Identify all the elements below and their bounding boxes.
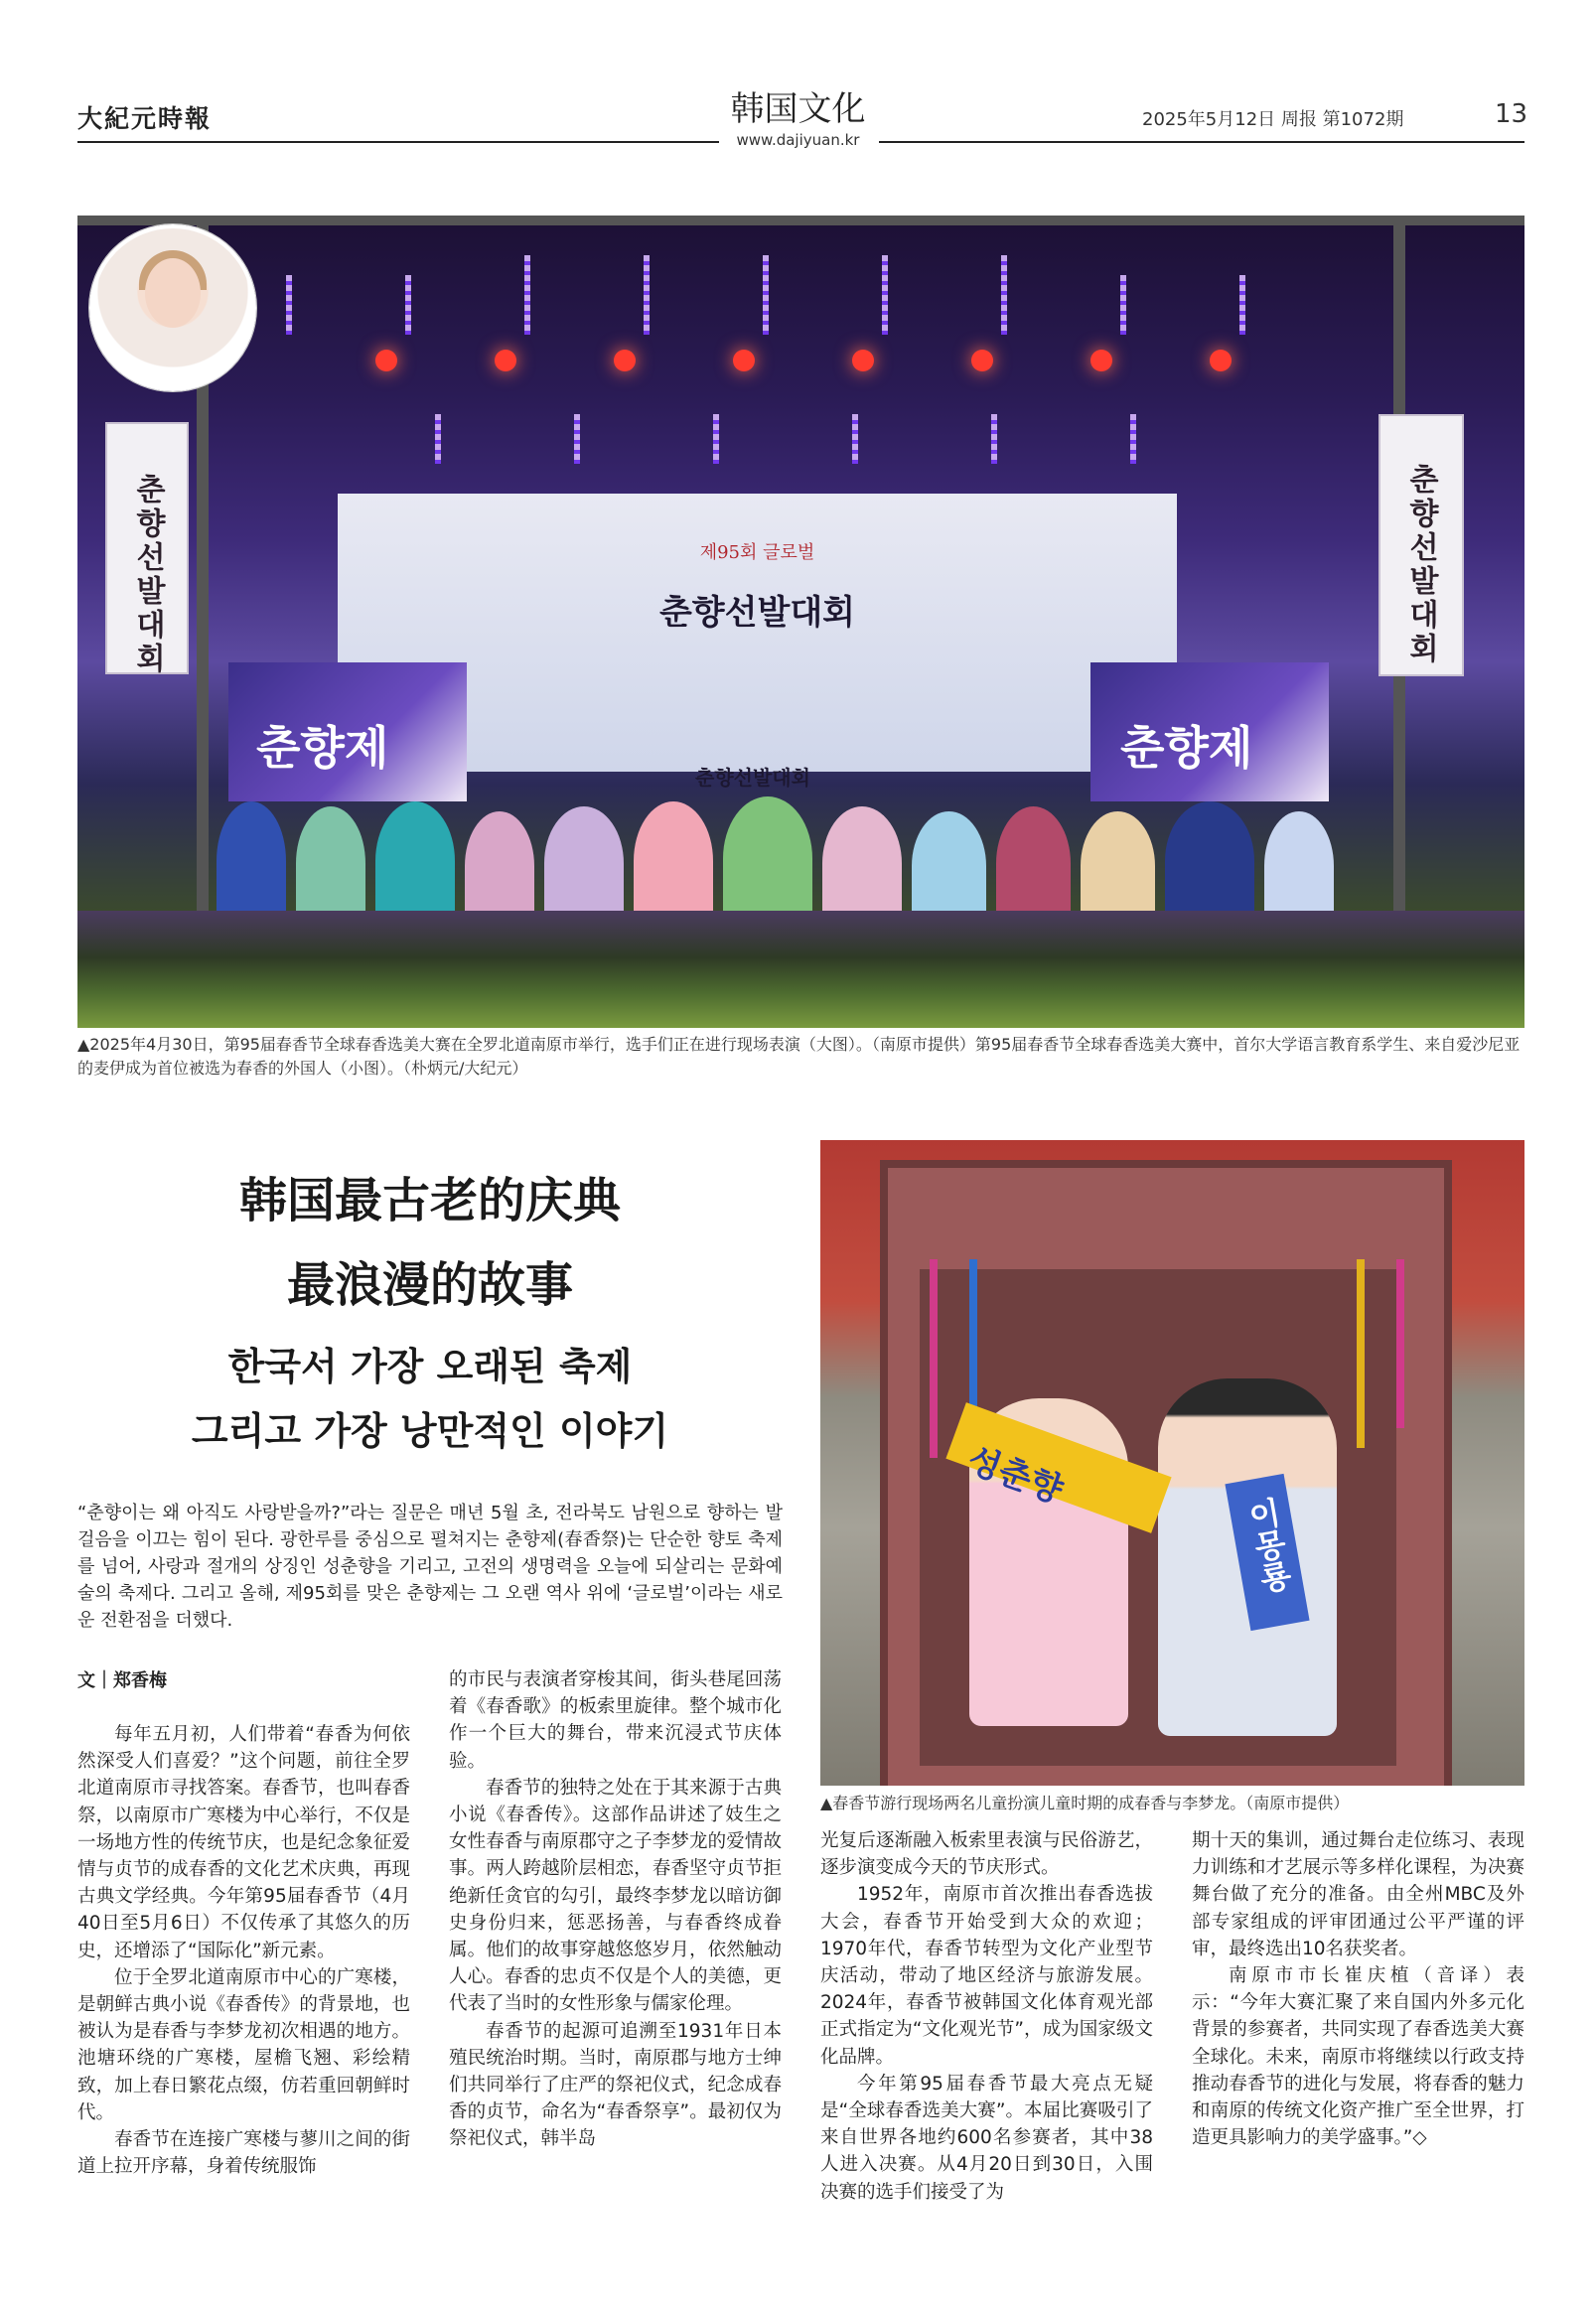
stage-spotlight <box>1210 350 1232 371</box>
performer <box>544 806 624 921</box>
paragraph: 期十天的集训，通过舞台走位练习、表现力训练和才艺展示等多样化课程，为决赛舞台做了充分的准备。由全州MBC及外部专家组成的评审团通过公平严谨的评审，最终选出10名获奖者。 <box>1192 1830 1524 1959</box>
sash-blue-text: 이몽룡 <box>1240 1495 1296 1596</box>
light-bar <box>644 255 650 335</box>
korean-lead-paragraph: “춘향이는 왜 아직도 사랑받을까?”라는 질문은 매년 5월 초, 전라북도 남원으로 향하는 발걸음을 이끄는 힘이 된다. 광한루를 중심으로 펼쳐지는 춘향제(春香祭)는 단순한 향토 축제를 넘어, 사랑과 절개의 상징인 성춘향을 기리고, 고전의 생명력을 오늘에 되살리는 문화예술의 축제다. 그리고 올해, 제95회를 맞은 춘향제는 그 오랜 역사 위에 ‘글로벌’이라는 새로운 전환점을 더했다. <box>77 1503 783 1631</box>
performer <box>912 811 986 921</box>
sash-yellow-text: 성춘향 <box>961 1440 1069 1512</box>
page-number: 13 <box>1495 99 1528 129</box>
performer <box>634 801 713 921</box>
screen-subtitle: 제95회 글로벌 <box>699 542 815 563</box>
light-bar <box>1001 255 1007 335</box>
light-bar <box>286 275 292 335</box>
header-rule-left <box>77 141 719 143</box>
main-stage-photo <box>77 216 1524 1028</box>
performer <box>723 796 812 921</box>
paragraph: 每年五月初，人们带着“春香为何依然深受人们喜爱？”这个问题，前往全罗北道南原市寻找答案。春香节，也叫春香祭，以南原市广寒楼为中心举行，不仅是一场地方性的传统节庆，也是纪念象征爱情与贞节的成春香的文化艺术庆典，再现古典文学经典。今年第95届春香节（4月40日至5月6日）不仅传承了其悠久的历史，还增添了“国际化”新元素。 <box>77 1724 410 1961</box>
body-column-1 <box>77 1721 410 2180</box>
performer <box>296 806 365 921</box>
paragraph: 光复后逐渐融入板索里表演与民俗游艺，逐步演变成今天的节庆形式。 <box>820 1830 1153 1879</box>
light-bar <box>524 255 530 335</box>
banner-left-text: 춘향선발대회 <box>130 474 165 676</box>
light-bar <box>405 275 411 335</box>
paragraph: 今年第95届春香节最大亮点无疑是“全球春香选美大赛”。本届比赛吸引了来自世界各地约600名参赛者，其中38人进入决赛。从4月20日到30日，入围决赛的选手们接受了为 <box>820 2073 1153 2203</box>
performer <box>1264 811 1334 921</box>
performer <box>1081 811 1155 921</box>
main-photo-caption: ▲2025年4月30日，第95届春香节全球春香选美大赛在全罗北道南原市举行，选手们正在进行现场表演（大图）。（南原市提供）第95届春香节全球春香选美大赛中，首尔大学语言教育系学生、来自爱沙尼亚的麦伊成为首位被选为春香的外国人（小图）。（朴炳元/大纪元） <box>77 1035 1521 1078</box>
side-screen-right-title: 춘향제 <box>1120 721 1253 775</box>
light-bar <box>435 414 441 464</box>
paragraph: 春香节在连接广寒楼与蓼川之间的街道上拉开序幕，身着传统服饰 <box>77 2129 410 2178</box>
stage-spotlight <box>1090 350 1112 371</box>
portrait-face <box>145 258 201 328</box>
body-column-2 <box>449 1666 782 2153</box>
byline: 文｜郑香梅 <box>77 1670 167 1691</box>
light-bar <box>1120 275 1126 335</box>
performer <box>375 801 455 921</box>
right-photo-caption: ▲春香节游行现场两名儿童扮演儿童时期的成春香与李梦龙。（南原市提供） <box>820 1794 1350 1812</box>
body-column-4 <box>1192 1827 1524 2151</box>
section-title: 韩国文化 <box>730 89 866 129</box>
headline-line1: 韩国最古老的庆典 <box>238 1173 621 1228</box>
screen-title: 춘향선발대회 <box>658 593 856 633</box>
paragraph: 春香节的起源可追溯至1931年日本殖民统治时期。当时，南原郡与地方士绅们共同举行了庄严的祭祀仪式，纪念成春香的贞节，命名为“春香祭享”。最初仅为祭祀仪式，韩半岛 <box>449 2020 782 2150</box>
body-column-3 <box>820 1827 1153 2206</box>
paragraph: 的市民与表演者穿梭其间，街头巷尾回荡着《春香歌》的板索里旋律。整个城市化作一个巨大的舞台，带来沉浸式节庆体验。 <box>449 1669 782 1772</box>
paragraph: 春香节的独特之处在于其来源于古典小说《春香传》。这部作品讲述了妓生之女性春香与南原郡守之子李梦龙的爱情故事。两人跨越阶层相恋，春香坚守贞节拒绝新任贪官的勾引，最终李梦龙以暗访御史身份归来，惩恶扬善，与春香终成眷属。他们的故事穿越悠悠岁月，依然触动人心。春香的忠贞不仅是个人的美德，更代表了当时的女性形象与儒家伦理。 <box>449 1777 782 2015</box>
performer <box>217 801 286 921</box>
stage-spotlight <box>852 350 874 371</box>
stage-spotlight <box>614 350 636 371</box>
korean-subhead-line1: 한국서 가장 오래된 축제 <box>227 1345 633 1388</box>
performer <box>996 806 1071 921</box>
light-bar <box>763 255 769 335</box>
stage-center-title: 춘향선발대회 <box>695 766 810 790</box>
stage-spotlight <box>375 350 397 371</box>
tassel-decoration <box>1396 1259 1404 1428</box>
issue-dateline: 2025年5月12日 周报 第1072期 <box>1142 109 1404 130</box>
light-bar <box>991 414 997 464</box>
tassel-decoration <box>969 1259 977 1418</box>
side-screen-left-title: 춘향제 <box>256 721 389 775</box>
performer <box>822 806 902 921</box>
light-bar <box>1239 275 1245 335</box>
stage-spotlight <box>495 350 516 371</box>
inset-portrait <box>89 224 256 391</box>
parade-children-photo <box>820 1140 1524 1786</box>
light-bar <box>852 414 858 464</box>
stage-truss-top <box>77 216 1524 225</box>
site-url[interactable]: www.dajiyuan.kr <box>736 131 860 149</box>
performer <box>1165 801 1254 921</box>
korean-subhead-line2: 그리고 가장 낭만적인 이야기 <box>191 1409 669 1453</box>
banner-right-text: 춘향선발대회 <box>1403 464 1438 666</box>
tassel-decoration <box>930 1259 938 1458</box>
masthead-logo: 大紀元時報 <box>77 104 213 133</box>
light-bar <box>882 255 888 335</box>
light-bar <box>713 414 719 464</box>
header-rule-right <box>879 141 1524 143</box>
stage-spotlight <box>971 350 993 371</box>
paragraph: 位于全罗北道南原市中心的广寒楼，是朝鲜古典小说《春香传》的背景地，也被认为是春香与李梦龙初次相遇的地方。池塘环绕的广寒楼，屋檐飞翘、彩绘精致，加上春日繁花点缀，仿若重回朝鲜时代。 <box>77 1966 410 2123</box>
paragraph: 南原市市长崔庆植（音译）表示：“今年大赛汇聚了来自国内外多元化背景的参赛者，共同实现了春香选美大赛全球化。未来，南原市将继续以行政支持推动春香节的进化与发展，将春香的魅力和南原的传统文化资产推广至全世界，打造更具影响力的美学盛事。”◇ <box>1192 1965 1524 2149</box>
stage-floor-flowers <box>77 911 1524 1028</box>
tassel-decoration <box>1357 1259 1365 1448</box>
paragraph: 1952年，南原市首次推出春香选拔大会，春香节开始受到大众的欢迎；1970年代，春香节转型为文化产业型节庆活动，带动了地区经济与旅游发展。2024年，春香节被韩国文化体育观光部正式指定为“文化观光节”，成为国家级文化品牌。 <box>820 1884 1153 2068</box>
stage-spotlight <box>733 350 755 371</box>
light-bar <box>574 414 580 464</box>
performer <box>465 811 534 921</box>
headline-line2: 最浪漫的故事 <box>286 1257 573 1313</box>
light-bar <box>1130 414 1136 464</box>
